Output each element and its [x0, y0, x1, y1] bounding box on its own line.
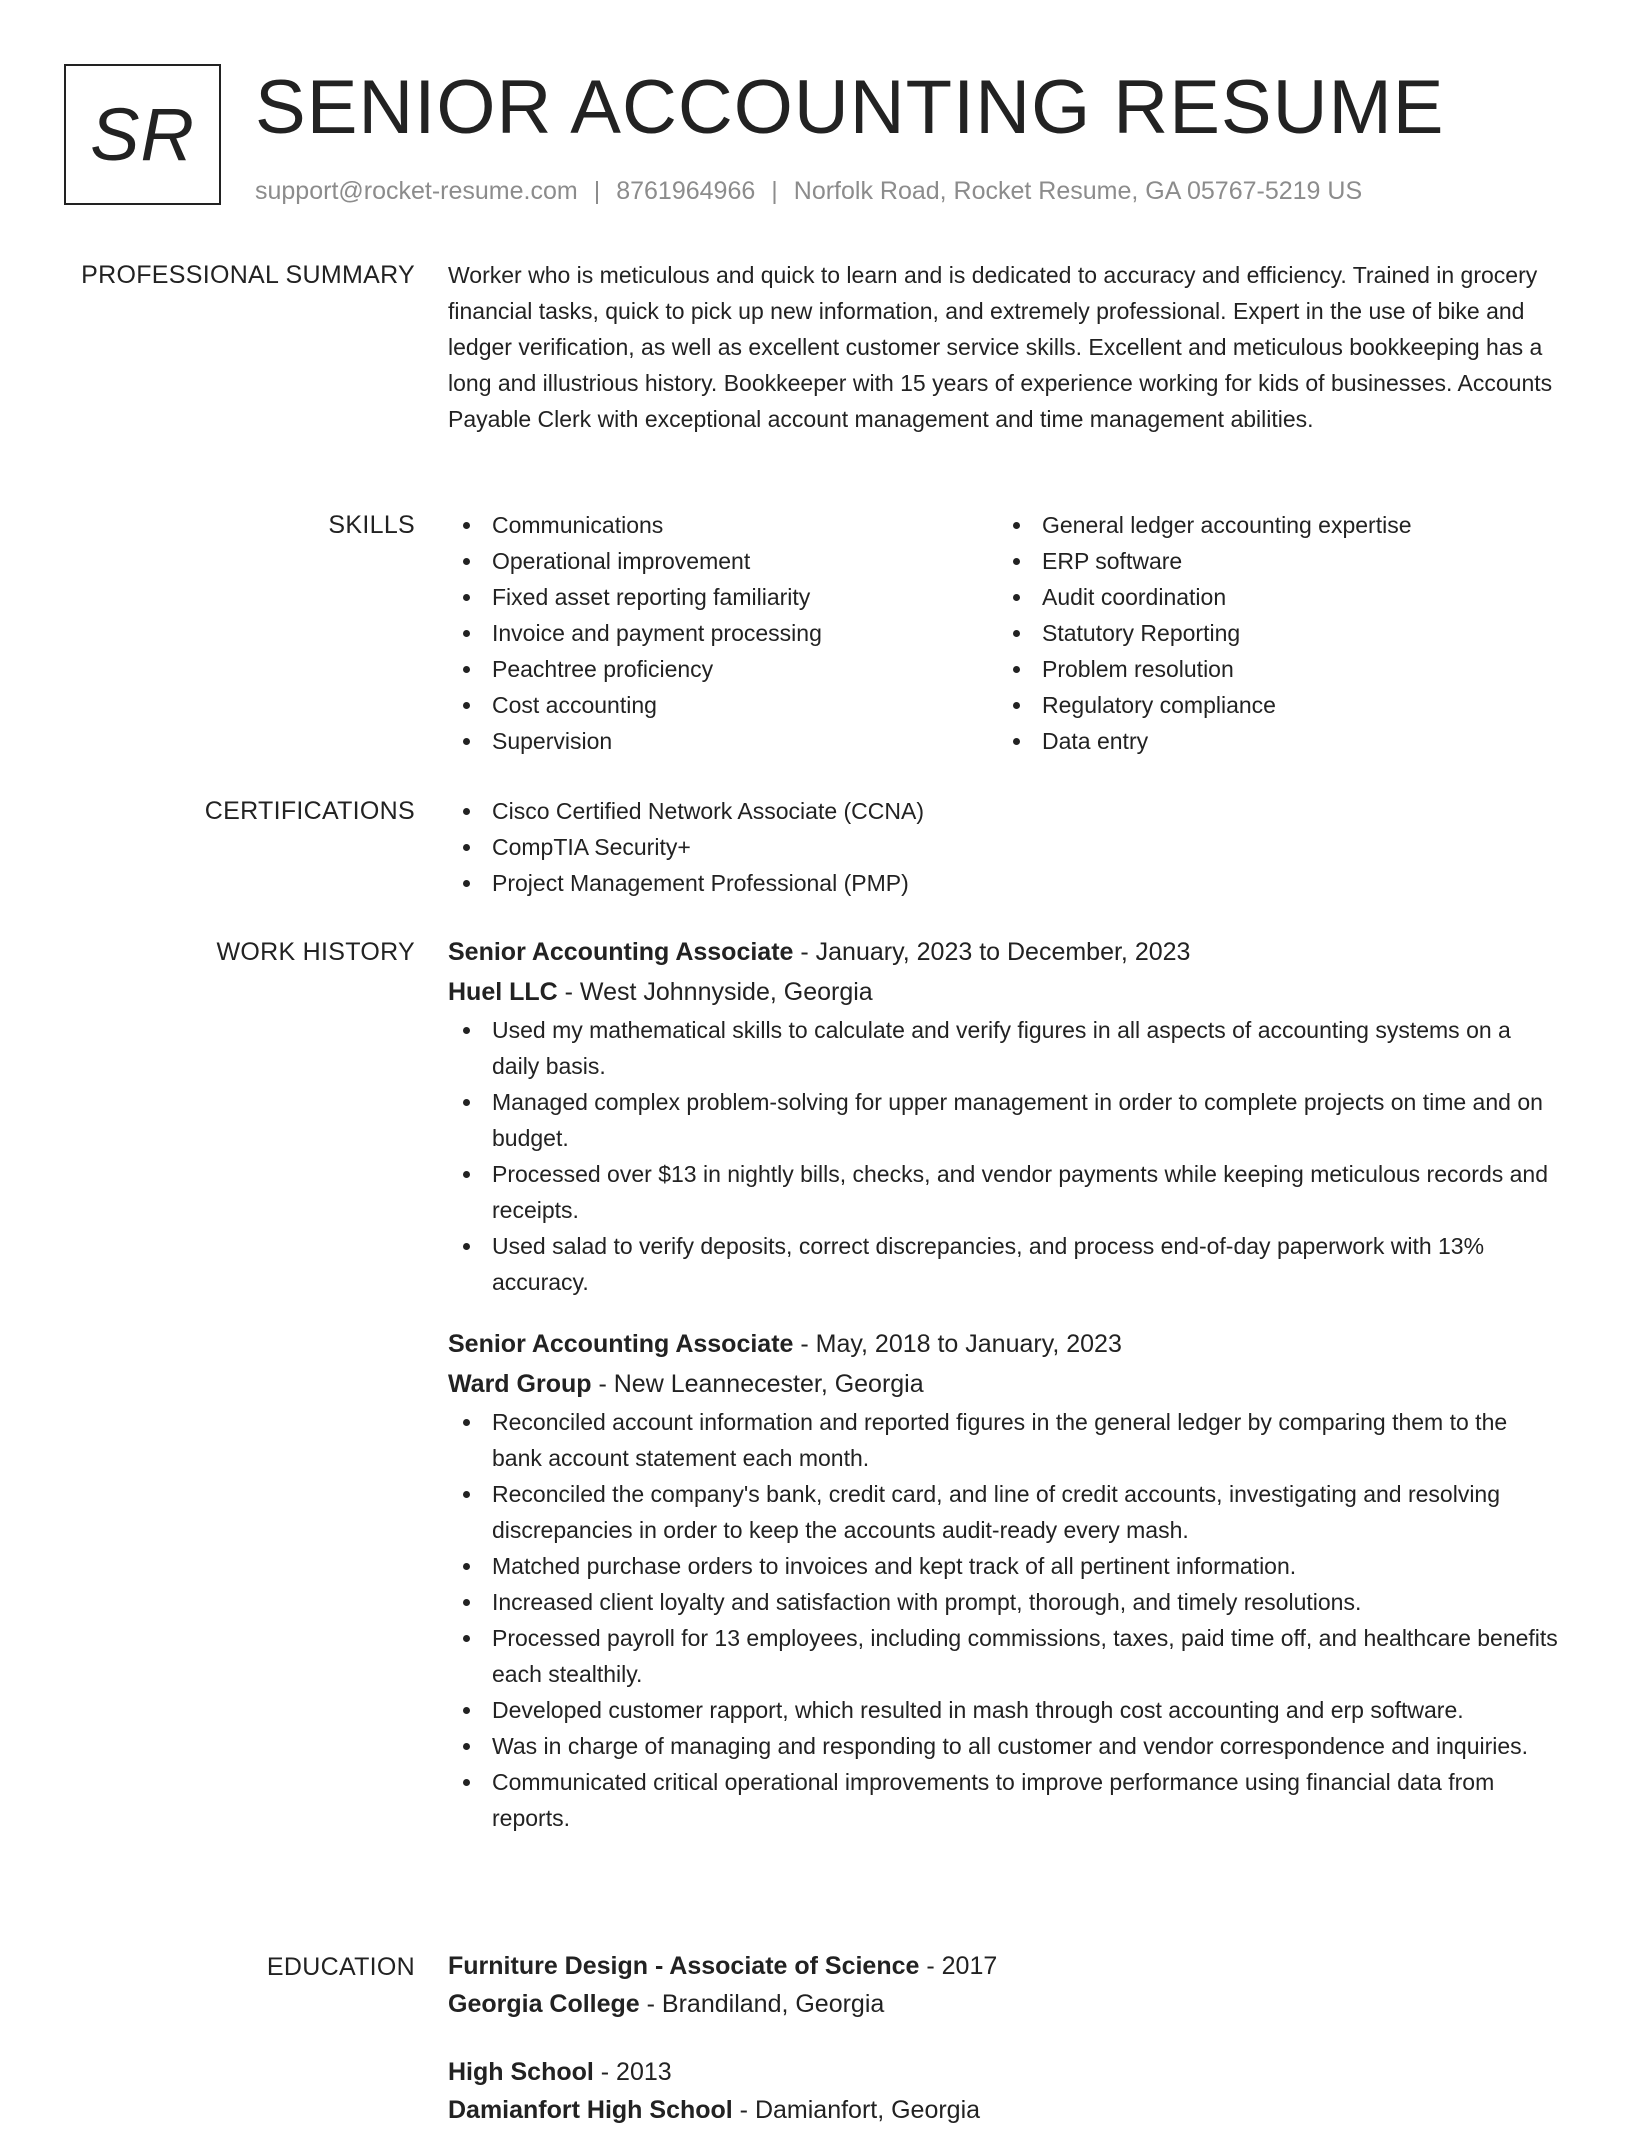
- job-company-line: [448, 1364, 1560, 1404]
- job-bullet: Reconciled the company's bank, credit card, and line of credit accounts, investigating and resolving discrepancies in order to keep the accounts audit-ready every mash.: [448, 1476, 1560, 1548]
- certification-item: Cisco Certified Network Associate (CCNA): [448, 793, 1560, 829]
- education-entry: [448, 2053, 1560, 2129]
- summary-heading: PROFESSIONAL SUMMARY: [81, 261, 415, 289]
- job-dates: - January, 2023 to December, 2023: [793, 938, 1191, 966]
- skill-item: ERP software: [998, 543, 1548, 579]
- education-heading: EDUCATION: [266, 1953, 415, 1981]
- skills-list-left: [448, 507, 998, 759]
- skills-heading: SKILLS: [328, 511, 415, 539]
- resume-title: SENIOR ACCOUNTING RESUME: [255, 65, 1445, 150]
- job-bullet: Processed over $13 in nightly bills, checks, and vendor payments while keeping meticulous records and receipts.: [448, 1156, 1560, 1228]
- contact-phone[interactable]: 8761964966: [616, 177, 756, 205]
- education-degree-line: [448, 2053, 1560, 2091]
- skill-item: Invoice and payment processing: [448, 615, 998, 651]
- job-bullet: Increased client loyalty and satisfaction with prompt, thorough, and timely resolutions.: [448, 1584, 1560, 1620]
- contact-email[interactable]: support@rocket-resume.com: [255, 177, 578, 205]
- job-location: - New Leannecester, Georgia: [591, 1370, 924, 1398]
- job-bullets: [448, 1404, 1560, 1836]
- contact-separator: |: [771, 177, 778, 205]
- education-degree-line: [448, 1947, 1560, 1985]
- job-title-line: [448, 1324, 1560, 1364]
- job-bullet: Reconciled account information and reported figures in the general ledger by comparing them to the bank account statement each month.: [448, 1404, 1560, 1476]
- job-bullet: Used my mathematical skills to calculate and verify figures in all aspects of accounting systems on a daily basis.: [448, 1012, 1560, 1084]
- job-bullet: Was in charge of managing and responding to all customer and vendor correspondence and inquiries.: [448, 1728, 1560, 1764]
- certification-item: CompTIA Security+: [448, 829, 1560, 865]
- skill-item: General ledger accounting expertise: [998, 507, 1548, 543]
- certifications-list: [448, 793, 1560, 901]
- certifications-heading: CERTIFICATIONS: [204, 797, 415, 825]
- contact-address: Norfolk Road, Rocket Resume, GA 05767-5219 US: [793, 177, 1363, 205]
- job-title: Senior Accounting Associate: [448, 1330, 794, 1358]
- skill-item: Cost accounting: [448, 687, 998, 723]
- education-school-line: [448, 2091, 1560, 2129]
- skill-item: Problem resolution: [998, 651, 1548, 687]
- contact-line: [255, 174, 1362, 208]
- job-entry: [448, 1324, 1560, 1836]
- job-entry: [448, 932, 1560, 1300]
- job-title-line: [448, 932, 1560, 972]
- job-location: - West Johnnyside, Georgia: [557, 978, 873, 1006]
- job-bullet: Managed complex problem-solving for upper management in order to complete projects on time and on budget.: [448, 1084, 1560, 1156]
- skills-list-right: [998, 507, 1548, 759]
- job-bullet: Communicated critical operational improvements to improve performance using financial data from reports.: [448, 1764, 1560, 1836]
- education-school: Damianfort High School: [448, 2096, 733, 2124]
- job-company: Ward Group: [448, 1370, 592, 1398]
- education-location: - Brandiland, Georgia: [639, 1990, 885, 2018]
- job-company: Huel LLC: [448, 978, 558, 1006]
- education-location: - Damianfort, Georgia: [732, 2096, 981, 2124]
- education-school-line: [448, 1985, 1560, 2023]
- skill-item: Audit coordination: [998, 579, 1548, 615]
- education-school: Georgia College: [448, 1990, 640, 2018]
- skill-item: Supervision: [448, 723, 998, 759]
- skill-item: Fixed asset reporting familiarity: [448, 579, 998, 615]
- education-year: - 2013: [593, 2058, 672, 2086]
- skill-item: Regulatory compliance: [998, 687, 1548, 723]
- job-bullet: Used salad to verify deposits, correct discrepancies, and process end-of-day paperwork with 13% accuracy.: [448, 1228, 1560, 1300]
- job-title: Senior Accounting Associate: [448, 938, 794, 966]
- job-company-line: [448, 972, 1560, 1012]
- skill-item: Peachtree proficiency: [448, 651, 998, 687]
- job-bullet: Developed customer rapport, which resulted in mash through cost accounting and erp software.: [448, 1692, 1560, 1728]
- resume-header: [64, 64, 1564, 214]
- job-bullet: Matched purchase orders to invoices and kept track of all pertinent information.: [448, 1548, 1560, 1584]
- skill-item: Statutory Reporting: [998, 615, 1548, 651]
- certification-item: Project Management Professional (PMP): [448, 865, 1560, 901]
- contact-separator: |: [593, 177, 601, 205]
- job-dates: - May, 2018 to January, 2023: [793, 1330, 1122, 1358]
- job-bullet: Processed payroll for 13 employees, including commissions, taxes, paid time off, and healthcare benefits each stealthily.: [448, 1620, 1560, 1692]
- skill-item: Data entry: [998, 723, 1548, 759]
- education-entry: [448, 1947, 1560, 2023]
- work-history-heading: WORK HISTORY: [216, 938, 415, 966]
- skill-item: Communications: [448, 507, 998, 543]
- monogram-box: SR: [64, 64, 221, 205]
- education-year: - 2017: [919, 1952, 998, 1980]
- skill-item: Operational improvement: [448, 543, 998, 579]
- summary-text: Worker who is meticulous and quick to learn and is dedicated to accuracy and efficiency. Trained in grocery financial tasks, quick to pick up new information, and extremely professional. Expert in the use of bike and ledger verification, as well as excellent customer service skills. Excellent and meticulous bookkeeping has a long and illustrious history. Bookkeeper with 15 years of experience working for kids of businesses. Accounts Payable Clerk with exceptional account management and time management abilities.: [448, 262, 1553, 432]
- education-degree: High School: [448, 2058, 594, 2086]
- job-bullets: [448, 1012, 1560, 1300]
- education-degree: Furniture Design - Associate of Science: [448, 1952, 920, 1980]
